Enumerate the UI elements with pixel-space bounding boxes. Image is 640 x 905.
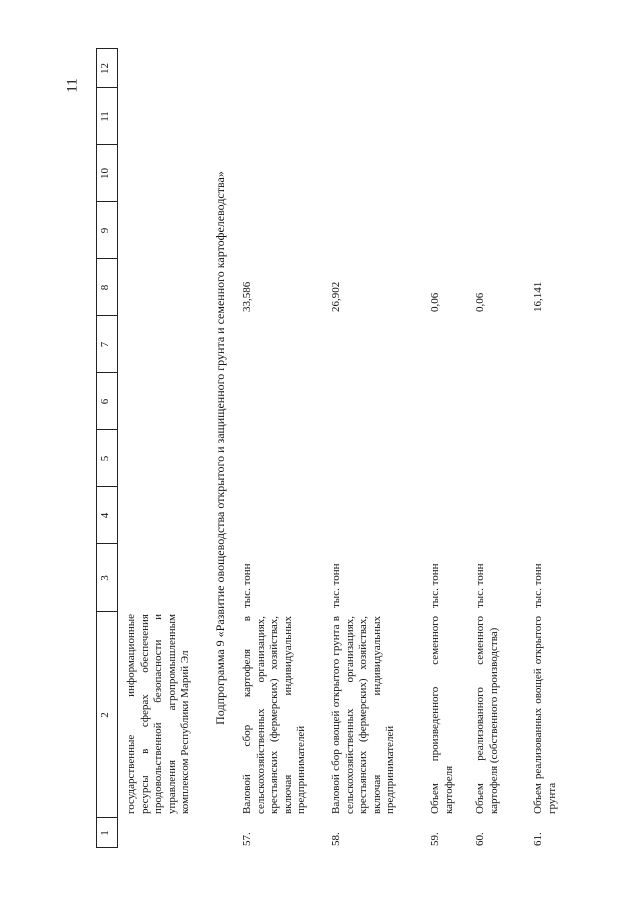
unit: тыс. тонн: [532, 563, 544, 608]
indicator-name: Валовой сбор картофеля в сельскохозяйственных организациях, крестьянских (фермерских) хозяйствах, включая индивидуальных предпринимателей: [241, 616, 307, 814]
row-number: 57.: [241, 832, 253, 846]
subprogram-title: Подпрограмма 9 «Развитие овощеводства открытого и защищенного грунта и семенного картофелеводства»: [213, 171, 227, 725]
column-header: 3: [99, 575, 111, 581]
column-header: 11: [99, 111, 111, 122]
header-top-line: [96, 48, 97, 848]
unit: тыс. тонн: [330, 563, 342, 608]
column-header: 5: [99, 455, 111, 462]
carryover-indicator-text: государственные информационные ресурсы в сферах обеспечения продовольственной безопасности и управления агропромышленным комплексом Республики Марий Эл: [125, 614, 191, 814]
column-header: 10: [99, 168, 111, 179]
column-header: 6: [99, 398, 111, 405]
unit: тыс. тонн: [474, 563, 486, 608]
header-bottom-line: [117, 48, 118, 848]
indicator-name: Объем реализованных овощей открытого грунта: [532, 616, 558, 814]
indicator-value: 33,586: [241, 281, 253, 312]
unit: тыс. тонн: [241, 563, 253, 608]
indicator-value: 26,902: [330, 281, 342, 312]
indicator-name: Объем реализованного семенного картофеля (собственного производства): [474, 616, 500, 814]
column-header: 7: [99, 341, 111, 348]
row-number: 61.: [532, 832, 544, 846]
indicator-value: 0,06: [429, 292, 441, 312]
unit: тыс. тонн: [429, 563, 441, 608]
indicator-name: Объем произведенного семенного картофеля: [429, 616, 455, 814]
column-header: 2: [99, 712, 111, 718]
indicator-name: Валовой сбор овощей открытого грунта в сельскохозяйственных организациях, крестьянских (фермерских) хозяйствах, включая индивидуальных предпринимателей: [330, 616, 396, 814]
row-number: 58.: [330, 832, 342, 846]
indicator-value: 16,141: [532, 281, 544, 312]
indicator-value: 0,06: [474, 292, 486, 312]
rotated-page-content: [95, 48, 630, 848]
page-number: 11: [64, 78, 81, 93]
row-number: 60.: [474, 832, 486, 846]
row-number: 59.: [429, 832, 441, 846]
column-header: 8: [99, 284, 111, 291]
column-header: 4: [99, 512, 111, 519]
column-header: 9: [99, 227, 111, 234]
column-header: 1: [99, 830, 111, 836]
column-header: 12: [99, 63, 111, 74]
